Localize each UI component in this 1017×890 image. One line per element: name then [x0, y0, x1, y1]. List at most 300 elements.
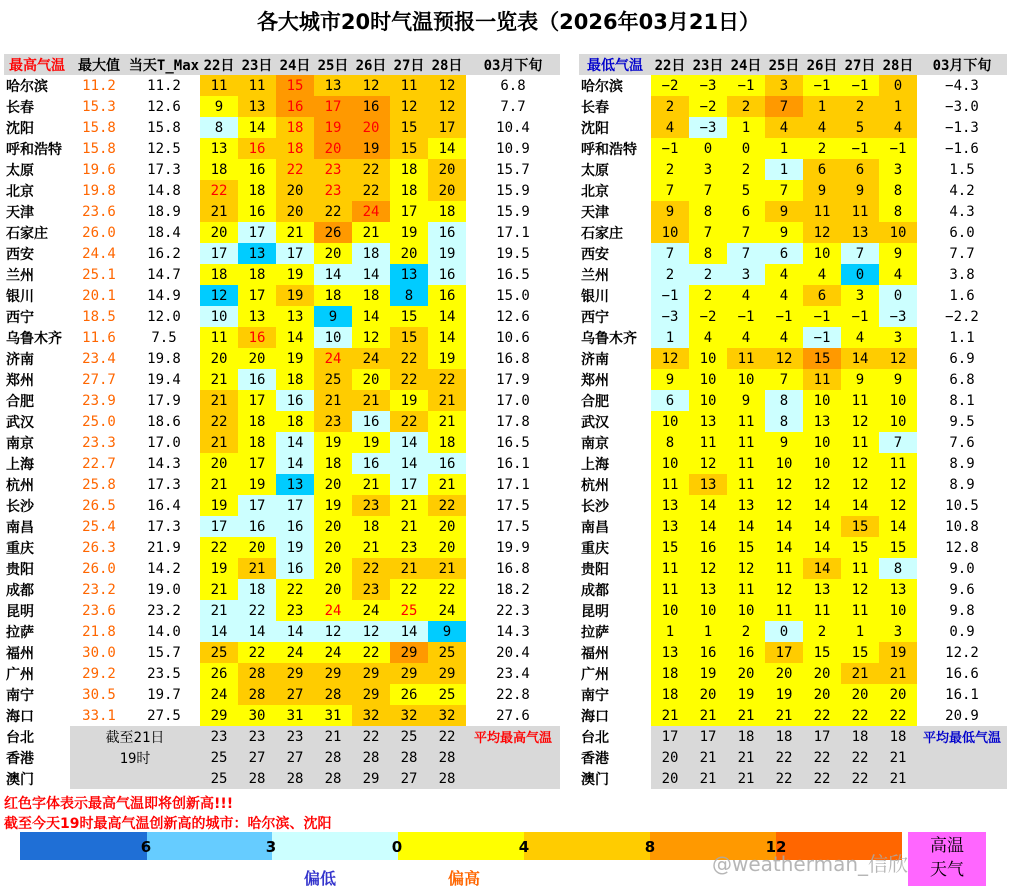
high-row [4, 432, 560, 453]
forecast-cell: 23 [276, 726, 314, 747]
forecast-cell: 11 [390, 75, 428, 96]
city-name: 哈尔滨 [4, 75, 70, 96]
city-name: 南昌 [4, 516, 70, 537]
forecast-cell: 4 [727, 327, 765, 348]
forecast-cell: 10 [803, 390, 841, 411]
forecast-cell: 13 [727, 495, 765, 516]
record-max-value: 20.1 [82, 287, 116, 304]
scale-seg-warmer [524, 832, 650, 860]
forecast-cell: 4 [765, 117, 803, 138]
forecast-cell: 9 [651, 369, 689, 390]
forecast-cell: 22 [841, 747, 879, 768]
forecast-cell: 11 [803, 600, 841, 621]
forecast-cell: 11 [727, 474, 765, 495]
city-name: 上海 [4, 453, 70, 474]
watermark: @weatherman_信欣 [712, 852, 909, 876]
forecast-cell: 22 [276, 579, 314, 600]
forecast-cell: 28 [238, 663, 276, 684]
forecast-cell: 24 [352, 600, 390, 621]
forecast-cell: 21 [352, 390, 390, 411]
record-max-value: 29.2 [82, 665, 116, 682]
city-name: 重庆 [4, 537, 70, 558]
forecast-cell: 11 [727, 348, 765, 369]
forecast-cell: 17 [200, 243, 238, 264]
forecast-cell: 11 [727, 453, 765, 474]
city-name: 兰州 [4, 264, 70, 285]
forecast-cell: 7 [765, 369, 803, 390]
city-name: 贵阳 [4, 558, 70, 579]
forecast-cell: 21 [200, 390, 238, 411]
forecast-cell: 17 [238, 453, 276, 474]
forecast-cell: 27 [238, 747, 276, 768]
forecast-cell: 20 [803, 684, 841, 705]
city-name: 香港 [4, 747, 70, 768]
forecast-cell: 3 [689, 159, 727, 180]
high-header-cell: 最高气温 [4, 54, 70, 75]
period-average: 16.1 [496, 455, 530, 472]
forecast-cell: 11 [200, 75, 238, 96]
forecast-cell: 9 [879, 369, 917, 390]
forecast-cell: 11 [200, 327, 238, 348]
low-header-cell: 22日 [651, 54, 689, 75]
forecast-cell: 23 [352, 579, 390, 600]
extra-note [70, 768, 200, 789]
city-name: 长沙 [4, 495, 70, 516]
forecast-cell: 20 [428, 537, 466, 558]
low-header-cell: 27日 [841, 54, 879, 75]
forecast-cell: 22 [879, 705, 917, 726]
today-max-value: 14.0 [147, 623, 181, 640]
forecast-cell: 12 [352, 327, 390, 348]
low-row [579, 75, 1007, 96]
forecast-cell: 21 [200, 474, 238, 495]
forecast-cell: 25 [200, 768, 238, 789]
period-average: 10.9 [496, 140, 530, 157]
forecast-cell: 19 [879, 642, 917, 663]
forecast-cell: 19 [727, 684, 765, 705]
forecast-cell: 20 [689, 684, 727, 705]
forecast-cell: 16 [689, 642, 727, 663]
forecast-cell: 18 [765, 726, 803, 747]
forecast-cell: 11 [238, 75, 276, 96]
forecast-cell: 29 [428, 663, 466, 684]
forecast-cell: 17 [390, 474, 428, 495]
forecast-cell: 19 [314, 495, 352, 516]
scale-tick: 3 [265, 838, 277, 856]
forecast-cell: 23 [352, 495, 390, 516]
forecast-cell: 7 [651, 180, 689, 201]
today-max-value: 19.7 [147, 686, 181, 703]
forecast-cell: 22 [428, 726, 466, 747]
low-row [579, 726, 1007, 747]
record-max-value: 25.8 [82, 476, 116, 493]
forecast-cell: 11 [841, 558, 879, 579]
record-max-value: 15.8 [82, 140, 116, 157]
today-max-value: 18.6 [147, 413, 181, 430]
record-max-value: 24.4 [82, 245, 116, 262]
period-average: 6.9 [949, 350, 975, 367]
low-row [579, 768, 1007, 789]
forecast-cell: 19 [238, 474, 276, 495]
forecast-cell: 24 [314, 600, 352, 621]
forecast-cell: 20 [651, 747, 689, 768]
forecast-cell: 22 [200, 180, 238, 201]
low-row [579, 705, 1007, 726]
forecast-cell: 10 [803, 432, 841, 453]
forecast-cell: 10 [727, 369, 765, 390]
forecast-cell: 15 [651, 537, 689, 558]
forecast-cell: 5 [727, 180, 765, 201]
forecast-cell: 18 [428, 432, 466, 453]
forecast-cell: 22 [238, 642, 276, 663]
forecast-cell: 21 [200, 369, 238, 390]
forecast-cell: 22 [765, 768, 803, 789]
forecast-cell: 9 [879, 243, 917, 264]
low-row [579, 747, 1007, 768]
forecast-cell: 10 [803, 243, 841, 264]
forecast-cell: −3 [651, 306, 689, 327]
forecast-cell: 7 [689, 180, 727, 201]
city-name: 澳门 [4, 768, 70, 789]
city-name: 海口 [4, 705, 70, 726]
forecast-cell: −1 [841, 138, 879, 159]
forecast-cell: 4 [765, 327, 803, 348]
high-header-cell: 26日 [352, 54, 390, 75]
forecast-cell: 3 [765, 75, 803, 96]
forecast-cell: 25 [314, 369, 352, 390]
forecast-cell: 21 [428, 411, 466, 432]
forecast-cell: −1 [651, 285, 689, 306]
record-max-value: 23.6 [82, 203, 116, 220]
forecast-cell: 6 [841, 159, 879, 180]
forecast-cell: 21 [314, 726, 352, 747]
forecast-cell: 12 [765, 348, 803, 369]
city-name: 天津 [4, 201, 70, 222]
forecast-cell: 20 [238, 348, 276, 369]
forecast-cell: 16 [276, 96, 314, 117]
forecast-cell: 2 [651, 96, 689, 117]
forecast-cell: 14 [428, 306, 466, 327]
forecast-cell: 15 [390, 138, 428, 159]
city-name: 昆明 [579, 600, 651, 621]
scale-seg-warm [398, 832, 524, 860]
city-name: 广州 [579, 663, 651, 684]
forecast-cell: 20 [428, 180, 466, 201]
forecast-cell: 17 [803, 726, 841, 747]
forecast-cell: 19 [428, 243, 466, 264]
forecast-cell: 16 [428, 222, 466, 243]
forecast-cell: 16 [428, 285, 466, 306]
low-row [579, 663, 1007, 684]
city-name: 南宁 [579, 684, 651, 705]
forecast-cell: 5 [841, 117, 879, 138]
forecast-cell: 14 [276, 327, 314, 348]
forecast-cell: 9 [765, 201, 803, 222]
forecast-cell: 13 [803, 411, 841, 432]
city-name: 石家庄 [4, 222, 70, 243]
forecast-cell: 18 [276, 369, 314, 390]
forecast-cell: 13 [689, 474, 727, 495]
high-row [4, 180, 560, 201]
forecast-cell: 28 [428, 747, 466, 768]
forecast-cell: 0 [841, 264, 879, 285]
forecast-cell: 14 [238, 621, 276, 642]
forecast-cell: 16 [428, 453, 466, 474]
forecast-cell: 18 [428, 201, 466, 222]
forecast-cell: 26 [314, 222, 352, 243]
forecast-cell: 18 [238, 432, 276, 453]
forecast-cell: 12 [390, 96, 428, 117]
forecast-cell: 8 [689, 243, 727, 264]
forecast-cell: 21 [390, 558, 428, 579]
forecast-cell: 27 [390, 768, 428, 789]
forecast-cell: 12 [841, 453, 879, 474]
forecast-cell: 19 [390, 390, 428, 411]
forecast-cell: 1 [689, 621, 727, 642]
forecast-cell: 9 [765, 222, 803, 243]
forecast-cell: 12 [803, 222, 841, 243]
city-name: 西宁 [579, 306, 651, 327]
high-row [4, 474, 560, 495]
low-row [579, 348, 1007, 369]
period-average: −3.0 [945, 98, 979, 115]
period-average: −2.2 [945, 308, 979, 325]
low-row [579, 390, 1007, 411]
forecast-cell: 21 [352, 222, 390, 243]
city-name: 合肥 [579, 390, 651, 411]
forecast-cell: 18 [238, 579, 276, 600]
forecast-cell: 8 [651, 432, 689, 453]
low-row [579, 516, 1007, 537]
forecast-cell: −1 [803, 75, 841, 96]
forecast-cell: 13 [689, 411, 727, 432]
forecast-cell: 7 [727, 243, 765, 264]
forecast-cell: 22 [200, 411, 238, 432]
forecast-cell: 29 [276, 663, 314, 684]
forecast-cell: 2 [689, 285, 727, 306]
forecast-cell: 20 [200, 453, 238, 474]
record-max-value: 26.3 [82, 539, 116, 556]
forecast-cell: 13 [238, 243, 276, 264]
forecast-cell: −3 [689, 117, 727, 138]
period-average: 22.3 [496, 602, 530, 619]
high-header-cell: 23日 [238, 54, 276, 75]
today-max-value: 17.9 [147, 392, 181, 409]
city-name: 合肥 [4, 390, 70, 411]
forecast-cell: 14 [803, 495, 841, 516]
period-average: 9.6 [949, 581, 975, 598]
period-average: 10.5 [945, 497, 979, 514]
forecast-cell: 23 [238, 726, 276, 747]
forecast-cell: 13 [651, 642, 689, 663]
high-row [4, 117, 560, 138]
forecast-cell: 22 [803, 705, 841, 726]
period-average: 17.9 [496, 371, 530, 388]
high-row [4, 600, 560, 621]
forecast-cell: 10 [200, 306, 238, 327]
forecast-cell: 15 [803, 642, 841, 663]
record-max-value: 21.8 [82, 623, 116, 640]
forecast-cell: 23 [200, 726, 238, 747]
high-header-cell: 当天T_Max [128, 54, 200, 75]
forecast-cell: 13 [314, 75, 352, 96]
forecast-cell: 21 [428, 474, 466, 495]
forecast-cell: 14 [727, 516, 765, 537]
forecast-cell: 12 [765, 495, 803, 516]
forecast-cell: 31 [314, 705, 352, 726]
period-average: 15.9 [496, 203, 530, 220]
low-row [579, 96, 1007, 117]
period-average: 4.2 [949, 182, 975, 199]
forecast-cell: 18 [238, 264, 276, 285]
high-row [4, 390, 560, 411]
forecast-cell: 18 [841, 726, 879, 747]
period-average: 6.8 [949, 371, 975, 388]
today-max-value: 14.2 [147, 560, 181, 577]
forecast-cell: 19 [276, 348, 314, 369]
period-average: 23.4 [496, 665, 530, 682]
forecast-cell: 26 [200, 663, 238, 684]
forecast-cell: 9 [727, 390, 765, 411]
forecast-cell: 13 [841, 222, 879, 243]
forecast-cell: 18 [314, 285, 352, 306]
forecast-cell: 6 [765, 243, 803, 264]
period-average: 7.7 [500, 98, 526, 115]
low-table-header [579, 54, 1007, 75]
high-row [4, 159, 560, 180]
record-max-value: 25.1 [82, 266, 116, 283]
forecast-cell: 22 [390, 369, 428, 390]
forecast-cell: 4 [879, 264, 917, 285]
forecast-cell: 19 [276, 537, 314, 558]
city-name: 成都 [579, 579, 651, 600]
high-row [4, 537, 560, 558]
forecast-cell: 22 [314, 201, 352, 222]
forecast-cell: 16 [727, 642, 765, 663]
forecast-cell: 1 [803, 96, 841, 117]
forecast-cell: 4 [689, 327, 727, 348]
forecast-cell: 25 [200, 747, 238, 768]
city-name: 台北 [579, 726, 651, 747]
city-name: 郑州 [4, 369, 70, 390]
forecast-cell: 4 [727, 285, 765, 306]
low-header-cell: 24日 [727, 54, 765, 75]
forecast-cell: 19 [200, 558, 238, 579]
average-label [466, 747, 560, 768]
city-name: 台北 [4, 726, 70, 747]
low-row [579, 369, 1007, 390]
forecast-cell: 21 [727, 747, 765, 768]
forecast-cell: 20 [314, 558, 352, 579]
today-max-value: 17.3 [147, 518, 181, 535]
scale-seg-cool [147, 832, 272, 860]
forecast-cell: 21 [879, 768, 917, 789]
forecast-cell: 10 [803, 453, 841, 474]
high-row [4, 684, 560, 705]
forecast-cell: 18 [352, 243, 390, 264]
forecast-cell: 21 [841, 663, 879, 684]
forecast-cell: 9 [200, 96, 238, 117]
forecast-cell: 29 [352, 768, 390, 789]
today-max-value: 27.5 [147, 707, 181, 724]
today-max-value: 18.9 [147, 203, 181, 220]
record-max-value: 23.9 [82, 392, 116, 409]
forecast-cell: 15 [841, 516, 879, 537]
record-max-value: 15.3 [82, 98, 116, 115]
period-average: 0.9 [949, 623, 975, 640]
high-row [4, 306, 560, 327]
forecast-cell: 0 [727, 138, 765, 159]
forecast-cell: 29 [314, 663, 352, 684]
forecast-cell: 14 [428, 138, 466, 159]
city-name: 长春 [4, 96, 70, 117]
high-row [4, 768, 560, 789]
forecast-cell: 29 [352, 684, 390, 705]
period-average: 17.1 [496, 476, 530, 493]
forecast-cell: 14 [879, 516, 917, 537]
forecast-cell: 14 [238, 117, 276, 138]
record-max-value: 15.8 [82, 119, 116, 136]
forecast-cell: 9 [841, 180, 879, 201]
forecast-cell: 21 [238, 558, 276, 579]
forecast-cell: −1 [879, 138, 917, 159]
period-average: 17.1 [496, 224, 530, 241]
city-name: 南昌 [579, 516, 651, 537]
forecast-cell: 15 [841, 642, 879, 663]
forecast-cell: 2 [651, 159, 689, 180]
forecast-cell: 6 [803, 159, 841, 180]
city-name: 西宁 [4, 306, 70, 327]
city-name: 济南 [579, 348, 651, 369]
forecast-cell: 14 [803, 558, 841, 579]
forecast-cell: 7 [651, 243, 689, 264]
period-average: 12.2 [945, 644, 979, 661]
forecast-cell: 14 [390, 432, 428, 453]
forecast-cell: 14 [390, 621, 428, 642]
today-max-value: 19.8 [147, 350, 181, 367]
forecast-cell: 9 [651, 201, 689, 222]
today-max-value: 17.3 [147, 161, 181, 178]
forecast-cell: 12 [352, 75, 390, 96]
record-max-value: 30.5 [82, 686, 116, 703]
forecast-cell: 2 [727, 621, 765, 642]
forecast-cell: 14 [765, 516, 803, 537]
forecast-cell: 20 [727, 663, 765, 684]
today-max-value: 12.0 [147, 308, 181, 325]
forecast-cell: 24 [352, 348, 390, 369]
low-row [579, 180, 1007, 201]
high-header-cell: 22日 [200, 54, 238, 75]
forecast-cell: 12 [803, 474, 841, 495]
forecast-cell: 21 [727, 768, 765, 789]
period-average: 8.9 [949, 455, 975, 472]
forecast-cell: 14 [803, 516, 841, 537]
forecast-cell: 14 [765, 537, 803, 558]
city-name: 天津 [579, 201, 651, 222]
city-name: 海口 [579, 705, 651, 726]
record-max-value: 27.7 [82, 371, 116, 388]
forecast-cell: 4 [765, 285, 803, 306]
today-max-value: 23.2 [147, 602, 181, 619]
forecast-cell: −1 [651, 138, 689, 159]
city-name: 南京 [4, 432, 70, 453]
forecast-cell: 19 [689, 663, 727, 684]
forecast-cell: 18 [390, 159, 428, 180]
forecast-cell: 21 [390, 516, 428, 537]
forecast-cell: 21 [276, 222, 314, 243]
scale-seg-cold [20, 832, 147, 860]
forecast-cell: −1 [841, 306, 879, 327]
